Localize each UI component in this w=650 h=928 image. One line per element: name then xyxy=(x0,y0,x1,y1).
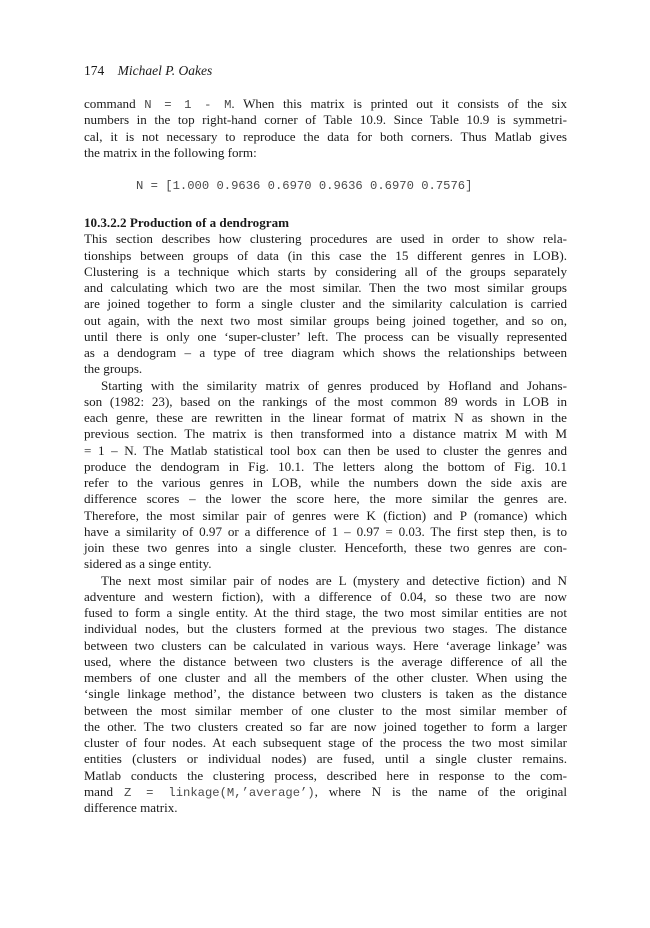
text-line: Therefore, the most similar pair of genres were K (fiction) and P (romance) which xyxy=(84,507,567,523)
paragraph-1 xyxy=(84,96,567,161)
line-text: . When this matrix is printed out it consists of the six xyxy=(231,96,567,111)
text-line: tionships between groups of data (in this case the 15 different genres in LOB). xyxy=(84,247,567,263)
text-line: produce the dendogram in Fig. 10.1. The letters along the bottom of Fig. 10.1 xyxy=(84,458,567,474)
inline-code: N = 1 - M xyxy=(144,98,232,112)
text-line: are joined together to form a single cluster and the similarity calculation is carried xyxy=(84,296,567,312)
text-line: join these two genres into a single cluster. Henceforth, these two genres are con- xyxy=(84,540,567,555)
text-line: ‘single linkage method’, the distance between two clusters is taken as the distance xyxy=(84,686,567,702)
text-line: individual nodes, but the clusters formed at the previous two stages. The distance xyxy=(84,621,567,637)
text-line: the matrix in the following form: xyxy=(84,144,257,160)
text-line: = 1 – N. The Matlab statistical tool box can then be used to cluster the genres and xyxy=(84,442,567,458)
text-line: difference scores – the lower the score here, the more similar the genres are. xyxy=(84,491,567,507)
text-line: until there is only one ‘super-cluster’ left. The process can be visually represented xyxy=(84,328,567,344)
text-line: The next most similar pair of nodes are L (mystery and detective fiction) and N xyxy=(101,572,567,588)
text-line: sidered as a singe entity. xyxy=(84,556,212,572)
text-line: members of one cluster and all the members of the other cluster. When using the xyxy=(84,670,567,685)
running-head xyxy=(84,62,212,80)
text-line: as a dendogram – a type of tree diagram which shows the relationships between xyxy=(84,345,567,360)
text-line: difference matrix. xyxy=(84,800,178,815)
text-line: numbers in the top right-hand corner of Table 10.9. Since Table 10.9 is symmetri- xyxy=(84,112,567,128)
body-text xyxy=(84,96,567,816)
text-line: between the most similar member of one cluster to the most similar member of xyxy=(84,702,567,718)
text-line: cal, it is not necessary to reproduce the data for both corners. Thus Matlab gives xyxy=(84,128,567,144)
text-line: each genre, these are rewritten in the linear format of matrix N as shown in the xyxy=(84,410,567,425)
text-line xyxy=(84,96,567,112)
text-line: out again, with the next two most similar groups being joined together, and so on, xyxy=(84,312,567,328)
paragraph-2 xyxy=(84,231,567,377)
text-line: used, where the distance between two clusters is the average difference of all the xyxy=(84,653,567,669)
text-line: previous section. The matrix is then transformed into a distance matrix M with M xyxy=(84,426,567,442)
line-text: command xyxy=(84,96,145,111)
matrix-code-line: N = [1.000 0.9636 0.6970 0.9636 0.6970 0.7576] xyxy=(136,179,473,193)
text-line: Clustering is a technique which starts by considering all of the groups separately xyxy=(84,263,567,279)
text-line: refer to the various genres in LOB, while the numbers down the side axis are xyxy=(84,475,567,490)
section-heading: 10.3.2.2 Production of a dendrogram xyxy=(84,215,290,230)
page-number: 174 xyxy=(84,63,105,78)
line-text: mand xyxy=(84,783,124,799)
text-line: Matlab conducts the clustering process, described here in response to the com- xyxy=(84,767,567,783)
running-head-author: Michael P. Oakes xyxy=(117,63,213,78)
text-line: Starting with the similarity matrix of genres produced by Hofland and Johans- xyxy=(101,377,567,393)
text-line: son (1982: 23), based on the rankings of the most common 89 words in LOB in xyxy=(84,393,567,409)
text-line: the groups. xyxy=(84,361,143,377)
text-line: the other. The two clusters created so far are now joined together to form a larger xyxy=(84,718,567,734)
line-text: , where N is the name of the original xyxy=(314,783,567,799)
paragraph-3 xyxy=(84,378,567,573)
text-line: and calculating which two are the most similar. Then the two most similar groups xyxy=(84,280,567,295)
text-line xyxy=(84,784,567,800)
text-line: This section describes how clustering procedures are used in order to show rela- xyxy=(84,231,567,247)
text-line: fused to form a single entity. At the third stage, the two most similar entities are not xyxy=(84,605,567,620)
text-line: adventure and western fiction), with a difference of 0.04, so these two are now xyxy=(84,588,567,604)
inline-code: Z = linkage(M,’average’) xyxy=(123,785,315,800)
text-line: have a similarity of 0.97 or a difference of 1 – 0.97 = 0.03. The first step then, is to xyxy=(84,523,567,539)
paragraph-4 xyxy=(84,573,567,817)
text-line: between two clusters can be calculated in various ways. Here ‘average linkage’ was xyxy=(84,637,567,653)
text-line: cluster of four nodes. At each subsequent stage of the process the two most similar xyxy=(84,735,567,750)
text-line: entities (clusters or individual nodes) are fused, until a single cluster remains. xyxy=(84,751,567,767)
